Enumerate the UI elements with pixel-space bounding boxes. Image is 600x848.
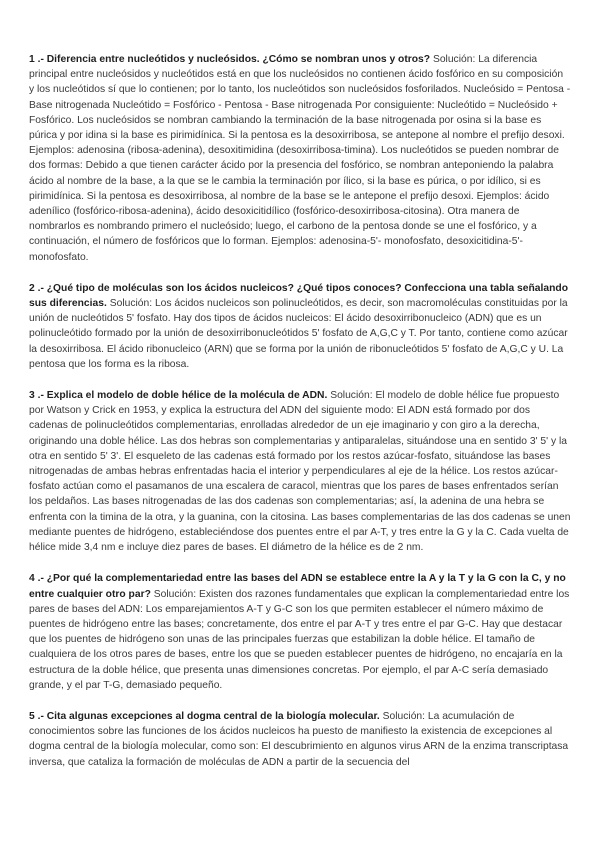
- question-5-answer: La acumulación de conocimientos sobre las funciones de los ácidos nucleicos ha puesto de manifiesto la existencia de excepciones al dogma central de la biología molecular, como son: El descubrimiento en algunos virus ARN de la enzima transcriptasa inversa, que cataliza la formación de moléculas de ADN a partir de la secuencia del: [29, 710, 569, 768]
- solution-label: Solución:: [432, 54, 476, 65]
- question-4: [29, 571, 571, 693]
- question-3: [29, 388, 571, 555]
- question-3-answer: El modelo de doble hélice fue propuesto por Watson y Crick en 1953, y explica la estructura del ADN del siguiente modo: El ADN está formado por dos cadenas de polinucleótidos complementarias, enrolladas alrededor de un eje imaginario y con giro a la derecha, originando una doble hélice. Las dos hebras son complementarias y antiparalelas, situándose una en sentido 3' 5' y la otra en sentido 5' 3'. El esqueleto de las cadenas está formado por los restos azúcar-fosfato, situándose las bases nitrogenadas de ambas hebras enfrentadas hacia el interior y perpendiculares al eje de la hélice. Los restos azúcar-fosfato actúan como el pasamanos de una escalera de caracol, mientras que los pares de bases enfrentados serían los peldaños. Las bases nitrogenadas de las dos cadenas son complementarias; así, la adenina de una hebra se enfrenta con la timina de la otra, y la guanina, con la citosina. Las bases complementarias de las dos cadenas se unen mediante puentes de hidrógeno, estableciéndose dos puentes entre el par A-T, y tres entre la G y la C. Cada vuelta de hélice mide 3,4 nm e incluye diez pares de bases. El diámetro de la hélice es de 2 nm.: [29, 390, 571, 554]
- question-2-answer: Los ácidos nucleicos son polinucleótidos, es decir, son macromoléculas constituidas por la unión de nucleótidos 5' fosfato. Hay dos tipos de ácidos nucleicos: El ácido desoxirribonucleico (ADN) que es un polinucleótido formado por la unión de desoxirribonucleótidos 5' fosfato de A,G,C y T. Por tanto, contiene como azúcar la desoxirribosa. El ácido ribonucleico (ARN) que se forma por la unión de ribonucleótidos 5' fosfato de A,G,C y U. La pentosa que los forma es la ribosa.: [29, 298, 568, 370]
- question-1-title: 1 .- Diferencia entre nucleótidos y nucleósidos. ¿Cómo se nombran unos y otros?: [29, 54, 431, 65]
- question-2-title: 2 .- ¿Qué tipo de moléculas son los ácidos nucleicos? ¿Qué tipos conoces? Confecciona una tabla señalando sus diferencias.: [29, 282, 568, 310]
- question-5: [29, 709, 571, 770]
- solution-label: Solución:: [153, 588, 197, 600]
- question-4-answer: Existen dos razones fundamentales que explican la complementariedad entre los pares de bases del ADN: Los emparejamientos A-T y G-C son los que permiten establecer el número máximo de puentes de hidrógeno entre las bases; concretamente, dos entre el par A-T y tres entre el par G-C. Hay que destacar que los puentes de hidrógeno son unas de las principales fuerzas que estabilizan la doble hélice. El tamaño de cualquiera de los otros pares de bases, entre los que se pueden establecer puentes de hidrógeno, no encajaría en la estructura de la doble hélice, que presenta unas dimensiones concretas. Por ejemplo, el par A-C sería demasiado grande, y el par T-G, demasiado pequeño.: [29, 588, 570, 691]
- solution-label: Solución:: [330, 390, 373, 402]
- solution-label: Solución:: [109, 298, 153, 310]
- question-3-title: 3 .- Explica el modelo de doble hélice de la molécula de ADN.: [29, 390, 328, 402]
- question-4-title: 4 .- ¿Por qué la complementariedad entre las bases del ADN se establece entre la A y la T y la G con la C, y no entre cualquier otro par?: [29, 573, 566, 600]
- question-2: [29, 281, 571, 372]
- question-5-title: 5 .- Cita algunas excepciones al dogma central de la biología molecular.: [29, 710, 380, 722]
- solution-label: Solución:: [382, 710, 426, 722]
- question-1-answer: La diferencia principal entre nucleósidos y nucleótidos está en que los nucleósidos no contienen ácido fosfórico en su composición y los nucleótidos sí que lo contienen; por lo tanto, los nucleótidos son nucleósidos fosforilados. Nucleósido = Pentosa - Base nitrogenada Nucleótido = Fosfórico - Pentosa - Base nitrogenada Por consiguiente: Nucleótido = Nucleósido + Fosfórico. Los nucleósidos se nombran cambiando la terminación de la base nitrogenada por osina si la base es púrica y por idina si la base es pirimidínica. Si la pentosa es la desoxirribosa, se antepone al nombre el prefijo desoxi. Ejemplos: adenosina (ribosa-adenina), desoxitimidina (desoxirribosa-timina). Los nucleótidos se pueden nombrar de dos formas: Debido a que tienen carácter ácido por la presencia del fosfórico, se nombran anteponiendo la palabra ácido al nombre de la base, a la que se le cambia la terminación por ílico, si la base es púrica, o por idílico, si es pirimidínica. Si la pentosa es desoxirribosa, al nombre de la base se le antepone el prefijo desoxi. Ejemplos: ácido adenílico (fosfórico-ribosa-adenina), ácido desoxicitidílico (fosfórico-desoxirribosa-citosina). Otra manera de nombrarlos es nombrando primero el nucleósido; luego, el carbono de la pentosa donde se une el fosfórico, y a continuación, el número de fosfóricos que lo forman. Ejemplos: adenosina-5'- monofosfato, desoxicitidina-5'-monofosfato.: [29, 54, 571, 263]
- question-1: [29, 52, 571, 265]
